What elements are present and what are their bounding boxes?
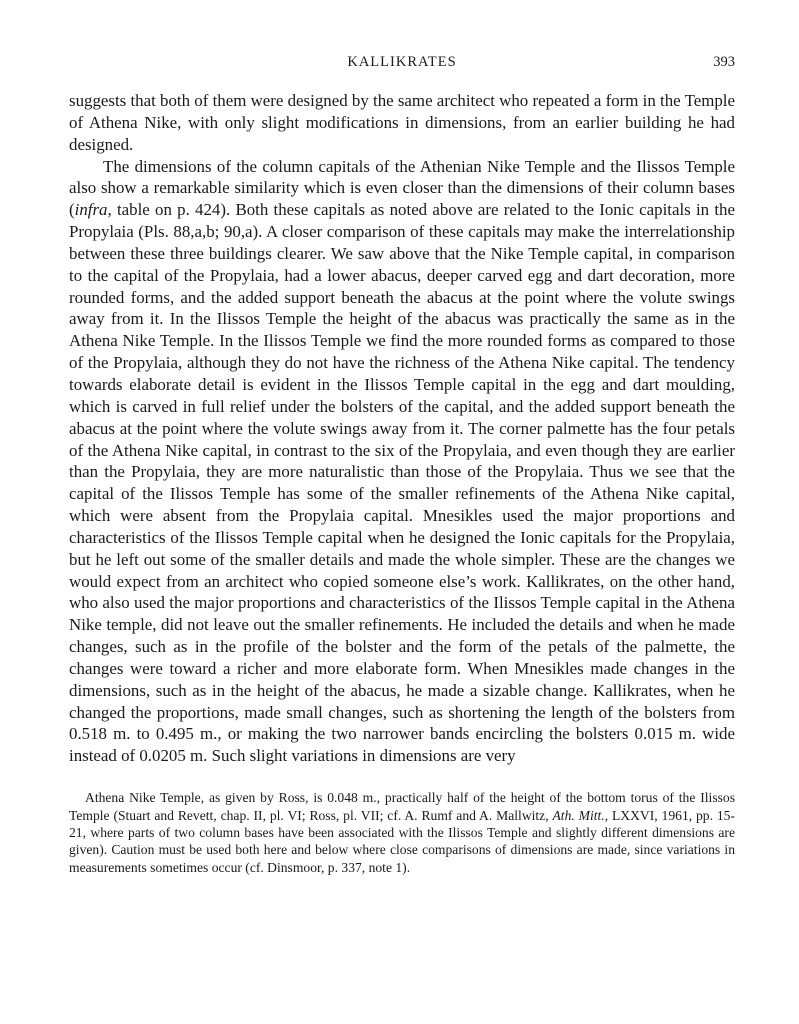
paragraph-2-text-a: The dimensions of the column capitals of the Athenian Nike Temple and the Ilissos Temple also show a remarkable similarity which is even closer than the dimensions of their column bases ( (69, 156, 735, 220)
paragraph-continued (69, 90, 735, 156)
running-title: KALLIKRATES (347, 54, 457, 70)
running-head (69, 54, 735, 76)
paragraph-2-text-b: , table on p. 424). Both these capitals as noted above are related to the Ionic capitals in the Propylaia (Pls. 88,a,b; 90,a). A closer comparison of these capitals may make the interrelationship between these three buildings clearer. We saw above that the Nike Temple capital, in comparison to the capital of the Propylaia, had a lower abacus, deeper carved egg and dart decoration, more rounded forms, and the added support beneath the abacus at the point where the volute swings away from it. In the Ilissos Temple the height of the abacus was practically the same as in the Athena Nike Temple. In the Ilissos Temple we find the more rounded forms as compared to those of the Propylaia, although they do not have the richness of the Athena Nike capital. The tendency towards elaborate detail is evident in the Ilissos Temple capital in the egg and dart moulding, which is carved in full relief under the bolsters of the capital, and the added support beneath the abacus at the point where the volute swings away from it. The corner palmette has the four petals of the Athena Nike capital, in contrast to the six of the Propylaia, and even though they are earlier than the Propylaia, they are more naturalistic than those of the Propylaia. Thus we see that the capital of the Ilissos Temple has some of the smaller refinements of the Athena Nike capital, which were absent from the Propylaia capital. Mnesikles used the major proportions and characteristics of the Ilissos Temple capital when he designed the Ionic capitals for the Propylaia, but he left out some of the smaller details and made the whole simpler. These are the changes we would expect from an architect who copied someone else’s work. Kallikrates, on the other hand, who also used the major proportions and characteristics of the Ilissos Temple capital in the Athena Nike temple, did not leave out the smaller refinements. He included the details and when he made changes, such as in the profile of the bolster and the form of the petals of the palmette, the changes were toward a richer and more elaborate form. When Mnesikles made changes in the dimensions, such as in the height of the abacus, he made a sizable change. Kallikrates, when he changed the proportions, made small changes, such as shortening the length of the bolsters from 0.518 m. to 0.495 m., or making the two narrower bands encircling the bolsters 0.015 m. wide instead of 0.0205 m. Such slight variations in dimensions are very (69, 200, 735, 766)
paragraph-1-text: suggests that both of them were designed by the same architect who repeated a form in the Temple of Athena Nike, with only slight modifications in dimensions, from an earlier building he had designed. (69, 91, 735, 154)
paragraph-capitals (69, 156, 735, 768)
page-number: 393 (713, 54, 735, 70)
journal-title-italic: Ath. Mitt. (552, 807, 605, 823)
book-page (69, 54, 735, 876)
body-text (69, 90, 735, 767)
footnote (69, 789, 735, 876)
footnote-text-b: , LXXVI, 1961, pp. 15-21, where parts of two column bases have been associated with the Ilissos Temple and slightly different dimensions are given). Caution must be used both here and below where close comparisons of dimensions are made, since variations in measurements sometimes occur (cf. Dinsmoor, p. 337, note 1). (69, 807, 735, 875)
infra-italic: infra (74, 200, 108, 220)
footnote-text-a: Athena Nike Temple, as given by Ross, is 0.048 m., practically half of the height of the bottom torus of the Ilissos Temple (Stuart and Revett, chap. II, pl. VI; Ross, pl. VII; cf. A. Rumf and A. Mallwitz, (69, 790, 735, 823)
